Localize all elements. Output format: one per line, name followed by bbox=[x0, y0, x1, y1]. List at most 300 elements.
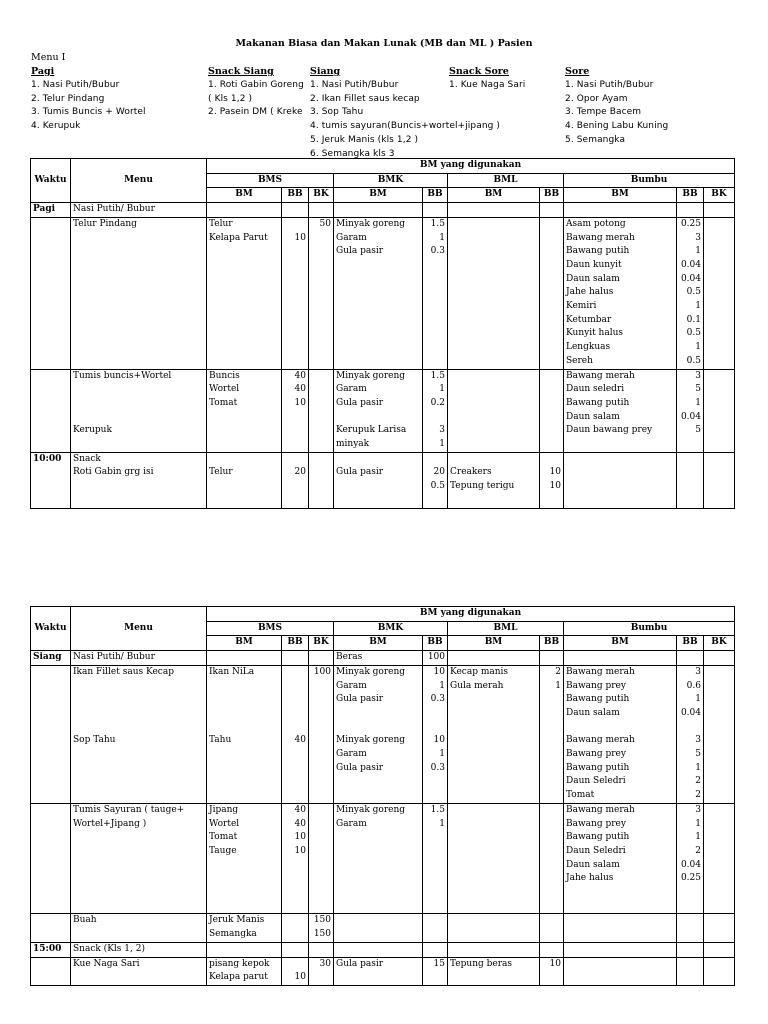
bml-bm-cell bbox=[448, 872, 540, 886]
menu-col-sore bbox=[565, 65, 668, 148]
bms-bb-cell: 40 bbox=[282, 369, 309, 383]
bml-bb-cell bbox=[540, 355, 564, 369]
bms-bb-cell: 10 bbox=[282, 845, 309, 859]
bms-bb-cell: 10 bbox=[282, 232, 309, 246]
table-row bbox=[31, 494, 735, 508]
menu-col-heading: Siang bbox=[310, 66, 341, 77]
bml-bb-cell bbox=[540, 327, 564, 341]
bms-bm-cell: Telur bbox=[207, 217, 282, 231]
menu-cell bbox=[71, 928, 207, 942]
menu-cell bbox=[71, 748, 207, 762]
bumbu-bm-cell: Kunyit halus bbox=[564, 327, 677, 341]
bumbu-bm-cell bbox=[564, 480, 677, 494]
bml-bm-cell bbox=[448, 914, 540, 928]
bms-bm-cell bbox=[207, 203, 282, 218]
bml-bb-cell: 10 bbox=[540, 480, 564, 494]
header-bml: BML bbox=[448, 173, 564, 188]
bumbu-bm-cell: Daun salam bbox=[564, 707, 677, 721]
bmk-bm-cell bbox=[334, 942, 423, 957]
menu-cell bbox=[71, 707, 207, 721]
menu-cell bbox=[71, 845, 207, 859]
bms-bm-cell: Jeruk Manis bbox=[207, 914, 282, 928]
bmk-bb-cell bbox=[423, 452, 448, 466]
header-bk: BK bbox=[309, 188, 334, 203]
bms-bb-cell bbox=[282, 355, 309, 369]
bumbu-bk-cell bbox=[704, 831, 735, 845]
bml-bb-cell bbox=[540, 971, 564, 985]
bumbu-bk-cell bbox=[704, 734, 735, 748]
bmk-bm-cell: Beras bbox=[334, 651, 423, 666]
bmk-bm-cell: Gula pasir bbox=[334, 397, 423, 411]
bml-bm-cell bbox=[448, 734, 540, 748]
bml-bb-cell bbox=[540, 748, 564, 762]
bmk-bb-cell bbox=[423, 203, 448, 218]
bml-bm-cell bbox=[448, 438, 540, 452]
bumbu-bb-cell bbox=[677, 452, 704, 466]
waktu-cell bbox=[31, 680, 71, 694]
bml-bb-cell bbox=[540, 383, 564, 397]
bml-bb-cell bbox=[540, 775, 564, 789]
bumbu-bb-cell: 0.1 bbox=[677, 314, 704, 328]
menu-item: 6. Semangka kls 3 bbox=[310, 148, 395, 159]
bumbu-bm-cell bbox=[564, 971, 677, 985]
bms-bb-cell bbox=[282, 707, 309, 721]
bml-bm-cell bbox=[448, 789, 540, 803]
bumbu-bk-cell bbox=[704, 818, 735, 832]
bumbu-bm-cell bbox=[564, 466, 677, 480]
menu-label: Menu I bbox=[31, 52, 66, 63]
table-row bbox=[31, 245, 735, 259]
menu-cell bbox=[71, 314, 207, 328]
bmk-bm-cell: Garam bbox=[334, 680, 423, 694]
bml-bb-cell bbox=[540, 245, 564, 259]
bumbu-bk-cell bbox=[704, 957, 735, 971]
header-bumbu: Bumbu bbox=[564, 173, 735, 188]
table-row bbox=[31, 314, 735, 328]
header-bms: BMS bbox=[207, 173, 334, 188]
bms-bb-cell bbox=[282, 286, 309, 300]
bumbu-bm-cell: Jahe halus bbox=[564, 872, 677, 886]
bumbu-bb-cell bbox=[677, 900, 704, 914]
waktu-cell bbox=[31, 245, 71, 259]
bms-bk-cell bbox=[309, 383, 334, 397]
bumbu-bm-cell: Daun kunyit bbox=[564, 259, 677, 273]
table-row bbox=[31, 411, 735, 425]
bumbu-bk-cell bbox=[704, 245, 735, 259]
menu-cell bbox=[71, 859, 207, 873]
bmk-bb-cell: 0.2 bbox=[423, 397, 448, 411]
waktu-cell bbox=[31, 355, 71, 369]
bmk-bb-cell bbox=[423, 872, 448, 886]
header-bml: BML bbox=[448, 621, 564, 636]
waktu-cell bbox=[31, 438, 71, 452]
menu-cell bbox=[71, 245, 207, 259]
bml-bm-cell bbox=[448, 452, 540, 466]
ingredient-table-pagi bbox=[30, 158, 735, 509]
bms-bm-cell bbox=[207, 942, 282, 957]
bms-bk-cell bbox=[309, 734, 334, 748]
bms-bb-cell bbox=[282, 942, 309, 957]
bms-bb-cell bbox=[282, 300, 309, 314]
waktu-cell bbox=[31, 971, 71, 985]
bms-bb-cell bbox=[282, 327, 309, 341]
bms-bb-cell bbox=[282, 341, 309, 355]
waktu-cell: Pagi bbox=[31, 203, 71, 218]
bml-bb-cell bbox=[540, 845, 564, 859]
bms-bb-cell bbox=[282, 314, 309, 328]
bmk-bb-cell bbox=[423, 411, 448, 425]
menu-item: 3. Tumis Buncis + Wortel bbox=[31, 107, 146, 118]
bumbu-bb-cell: 0.04 bbox=[677, 411, 704, 425]
bmk-bb-cell: 1 bbox=[423, 680, 448, 694]
bml-bm-cell bbox=[448, 383, 540, 397]
bms-bm-cell bbox=[207, 300, 282, 314]
bumbu-bm-cell: Bawang putih bbox=[564, 693, 677, 707]
bml-bm-cell bbox=[448, 259, 540, 273]
menu-cell bbox=[71, 900, 207, 914]
table-row bbox=[31, 775, 735, 789]
bumbu-bb-cell: 5 bbox=[677, 748, 704, 762]
bmk-bm-cell bbox=[334, 452, 423, 466]
bms-bm-cell bbox=[207, 721, 282, 735]
bms-bb-cell bbox=[282, 859, 309, 873]
bumbu-bb-cell: 2 bbox=[677, 789, 704, 803]
bms-bm-cell bbox=[207, 286, 282, 300]
table-row bbox=[31, 693, 735, 707]
bumbu-bb-cell: 0.04 bbox=[677, 259, 704, 273]
bmk-bm-cell: Minyak goreng bbox=[334, 734, 423, 748]
menu-cell bbox=[71, 480, 207, 494]
bms-bk-cell bbox=[309, 273, 334, 287]
bumbu-bk-cell bbox=[704, 217, 735, 231]
bumbu-bm-cell bbox=[564, 886, 677, 900]
bmk-bb-cell: 0.3 bbox=[423, 245, 448, 259]
bumbu-bm-cell bbox=[564, 203, 677, 218]
bml-bm-cell bbox=[448, 341, 540, 355]
waktu-cell bbox=[31, 327, 71, 341]
bml-bb-cell: 10 bbox=[540, 466, 564, 480]
bmk-bm-cell: Minyak goreng bbox=[334, 217, 423, 231]
bms-bb-cell bbox=[282, 900, 309, 914]
bml-bb-cell: 2 bbox=[540, 665, 564, 679]
table-row bbox=[31, 273, 735, 287]
bms-bm-cell bbox=[207, 245, 282, 259]
bms-bb-cell: 20 bbox=[282, 466, 309, 480]
bml-bb-cell bbox=[540, 803, 564, 817]
bms-bk-cell bbox=[309, 480, 334, 494]
header-bb: BB bbox=[282, 188, 309, 203]
bms-bm-cell bbox=[207, 438, 282, 452]
bumbu-bb-cell: 0.25 bbox=[677, 872, 704, 886]
bml-bm-cell: Creakers bbox=[448, 466, 540, 480]
bms-bk-cell bbox=[309, 355, 334, 369]
menu-cell: Tumis buncis+Wortel bbox=[71, 369, 207, 383]
bml-bm-cell bbox=[448, 217, 540, 231]
bmk-bb-cell bbox=[423, 707, 448, 721]
bumbu-bb-cell: 2 bbox=[677, 775, 704, 789]
bml-bm-cell bbox=[448, 859, 540, 873]
bms-bb-cell bbox=[282, 438, 309, 452]
bms-bk-cell bbox=[309, 775, 334, 789]
bumbu-bk-cell bbox=[704, 355, 735, 369]
bmk-bb-cell bbox=[423, 341, 448, 355]
bms-bb-cell bbox=[282, 748, 309, 762]
bms-bm-cell bbox=[207, 411, 282, 425]
bmk-bb-cell bbox=[423, 900, 448, 914]
bmk-bb-cell bbox=[423, 886, 448, 900]
waktu-cell bbox=[31, 286, 71, 300]
bmk-bb-cell bbox=[423, 789, 448, 803]
bms-bk-cell bbox=[309, 762, 334, 776]
bumbu-bb-cell: 0.04 bbox=[677, 859, 704, 873]
bmk-bm-cell bbox=[334, 494, 423, 508]
waktu-cell bbox=[31, 383, 71, 397]
header-bb: BB bbox=[677, 636, 704, 651]
table-row bbox=[31, 217, 735, 231]
bumbu-bm-cell bbox=[564, 452, 677, 466]
table-row bbox=[31, 259, 735, 273]
waktu-cell bbox=[31, 494, 71, 508]
waktu-cell bbox=[31, 341, 71, 355]
menu-cell: Kue Naga Sari bbox=[71, 957, 207, 971]
header-bm-used: BM yang digunakan bbox=[207, 159, 735, 174]
bms-bb-cell: 40 bbox=[282, 803, 309, 817]
bumbu-bb-cell bbox=[677, 651, 704, 666]
waktu-cell bbox=[31, 466, 71, 480]
bms-bb-cell bbox=[282, 914, 309, 928]
bms-bb-cell bbox=[282, 203, 309, 218]
bumbu-bm-cell bbox=[564, 914, 677, 928]
header-bk: BK bbox=[704, 188, 735, 203]
menu-cell: Snack (Kls 1, 2) bbox=[71, 942, 207, 957]
bms-bm-cell bbox=[207, 886, 282, 900]
table-row bbox=[31, 803, 735, 817]
bumbu-bm-cell bbox=[564, 928, 677, 942]
bumbu-bb-cell bbox=[677, 957, 704, 971]
menu-item: 2. Pasein DM ( Kreke bbox=[208, 107, 303, 118]
bumbu-bm-cell: Daun bawang prey bbox=[564, 424, 677, 438]
bms-bb-cell bbox=[282, 886, 309, 900]
menu-col-heading: Snack Siang bbox=[208, 66, 274, 77]
bumbu-bm-cell: Lengkuas bbox=[564, 341, 677, 355]
menu-cell: Telur Pindang bbox=[71, 217, 207, 231]
bmk-bb-cell bbox=[423, 259, 448, 273]
bmk-bb-cell bbox=[423, 721, 448, 735]
table-row bbox=[31, 341, 735, 355]
menu-cell bbox=[71, 300, 207, 314]
bms-bm-cell bbox=[207, 355, 282, 369]
bmk-bm-cell bbox=[334, 914, 423, 928]
bms-bb-cell bbox=[282, 872, 309, 886]
bms-bk-cell bbox=[309, 693, 334, 707]
bml-bb-cell bbox=[540, 942, 564, 957]
bumbu-bb-cell: 0.25 bbox=[677, 217, 704, 231]
bms-bm-cell bbox=[207, 859, 282, 873]
header-bk: BK bbox=[704, 636, 735, 651]
bms-bm-cell bbox=[207, 775, 282, 789]
menu-item: ( Kls 1,2 ) bbox=[208, 93, 253, 104]
bmk-bb-cell: 20 bbox=[423, 466, 448, 480]
bumbu-bm-cell: Bawang putih bbox=[564, 831, 677, 845]
header-bb: BB bbox=[282, 636, 309, 651]
menu-cell bbox=[71, 327, 207, 341]
bumbu-bk-cell bbox=[704, 232, 735, 246]
bumbu-bk-cell bbox=[704, 914, 735, 928]
header-bumbu: Bumbu bbox=[564, 621, 735, 636]
bms-bm-cell bbox=[207, 748, 282, 762]
bmk-bm-cell bbox=[334, 928, 423, 942]
bml-bb-cell bbox=[540, 693, 564, 707]
bumbu-bm-cell: Bawang putih bbox=[564, 245, 677, 259]
bumbu-bb-cell bbox=[677, 494, 704, 508]
ingredient-table-siang bbox=[30, 606, 735, 986]
menu-cell bbox=[71, 383, 207, 397]
bmk-bb-cell: 1.5 bbox=[423, 217, 448, 231]
bms-bk-cell bbox=[309, 424, 334, 438]
bmk-bb-cell bbox=[423, 845, 448, 859]
menu-cell: Ikan Fillet saus Kecap bbox=[71, 665, 207, 679]
table-row bbox=[31, 872, 735, 886]
bumbu-bk-cell bbox=[704, 383, 735, 397]
menu-item: 3. Tempe Bacem bbox=[565, 107, 642, 118]
bumbu-bk-cell bbox=[704, 203, 735, 218]
bms-bk-cell bbox=[309, 651, 334, 666]
header-bm: BM bbox=[564, 188, 677, 203]
header-waktu: Waktu bbox=[31, 159, 71, 203]
menu-col-heading: Pagi bbox=[31, 66, 55, 77]
menu-cell: Wortel+Jipang ) bbox=[71, 818, 207, 832]
menu-cell bbox=[71, 494, 207, 508]
bms-bk-cell bbox=[309, 411, 334, 425]
bms-bb-cell bbox=[282, 217, 309, 231]
bumbu-bk-cell bbox=[704, 466, 735, 480]
bml-bm-cell bbox=[448, 748, 540, 762]
bml-bb-cell bbox=[540, 494, 564, 508]
bmk-bm-cell bbox=[334, 327, 423, 341]
menu-cell bbox=[71, 273, 207, 287]
menu-item: 1. Nasi Putih/Bubur bbox=[31, 79, 120, 90]
waktu-cell bbox=[31, 886, 71, 900]
bml-bm-cell bbox=[448, 762, 540, 776]
bml-bb-cell bbox=[540, 734, 564, 748]
bumbu-bm-cell: Asam potong bbox=[564, 217, 677, 231]
waktu-cell bbox=[31, 217, 71, 231]
bmk-bm-cell: Garam bbox=[334, 232, 423, 246]
menu-item: 2. Ikan Fillet saus kecap bbox=[310, 93, 420, 104]
waktu-cell bbox=[31, 872, 71, 886]
bms-bm-cell bbox=[207, 693, 282, 707]
bumbu-bm-cell bbox=[564, 900, 677, 914]
bms-bk-cell bbox=[309, 831, 334, 845]
menu-cell: Buah bbox=[71, 914, 207, 928]
bumbu-bm-cell: Tomat bbox=[564, 789, 677, 803]
bml-bb-cell bbox=[540, 928, 564, 942]
bumbu-bm-cell: Bawang merah bbox=[564, 734, 677, 748]
table-row bbox=[31, 971, 735, 985]
bms-bk-cell bbox=[309, 327, 334, 341]
table-row bbox=[31, 424, 735, 438]
table-row bbox=[31, 818, 735, 832]
menu-cell bbox=[71, 232, 207, 246]
table-row bbox=[31, 665, 735, 679]
bmk-bm-cell bbox=[334, 859, 423, 873]
bmk-bm-cell: Gula pasir bbox=[334, 957, 423, 971]
waktu-cell bbox=[31, 707, 71, 721]
bml-bm-cell: Tepung terigu bbox=[448, 480, 540, 494]
bumbu-bb-cell bbox=[677, 438, 704, 452]
bmk-bm-cell bbox=[334, 707, 423, 721]
bms-bk-cell bbox=[309, 452, 334, 466]
bmk-bb-cell bbox=[423, 300, 448, 314]
header-bb: BB bbox=[540, 188, 564, 203]
waktu-cell bbox=[31, 480, 71, 494]
bumbu-bk-cell bbox=[704, 971, 735, 985]
bumbu-bb-cell: 3 bbox=[677, 369, 704, 383]
bml-bm-cell bbox=[448, 651, 540, 666]
table-row bbox=[31, 355, 735, 369]
bml-bm-cell: Tepung beras bbox=[448, 957, 540, 971]
waktu-cell bbox=[31, 734, 71, 748]
table-row bbox=[31, 900, 735, 914]
bmk-bm-cell bbox=[334, 789, 423, 803]
menu-cell bbox=[71, 411, 207, 425]
bms-bb-cell bbox=[282, 651, 309, 666]
bmk-bb-cell: 1 bbox=[423, 748, 448, 762]
bmk-bm-cell bbox=[334, 971, 423, 985]
page-title: Makanan Biasa dan Makan Lunak (MB dan ML ) Pasien bbox=[235, 38, 533, 49]
bmk-bm-cell: Gula pasir bbox=[334, 245, 423, 259]
table-row bbox=[31, 845, 735, 859]
waktu-cell bbox=[31, 900, 71, 914]
menu-cell: Tumis Sayuran ( tauge+ bbox=[71, 803, 207, 817]
bml-bm-cell bbox=[448, 369, 540, 383]
menu-cell bbox=[71, 831, 207, 845]
bms-bm-cell bbox=[207, 259, 282, 273]
waktu-cell bbox=[31, 273, 71, 287]
bumbu-bk-cell bbox=[704, 286, 735, 300]
bms-bk-cell bbox=[309, 438, 334, 452]
bumbu-bb-cell: 1 bbox=[677, 300, 704, 314]
bml-bm-cell bbox=[448, 775, 540, 789]
bml-bb-cell bbox=[540, 397, 564, 411]
bml-bb-cell bbox=[540, 707, 564, 721]
waktu-cell bbox=[31, 928, 71, 942]
bml-bb-cell bbox=[540, 273, 564, 287]
bumbu-bm-cell: Bawang putih bbox=[564, 762, 677, 776]
bmk-bb-cell: 3 bbox=[423, 424, 448, 438]
bml-bb-cell bbox=[540, 831, 564, 845]
bml-bb-cell bbox=[540, 217, 564, 231]
waktu-cell bbox=[31, 818, 71, 832]
waktu-cell bbox=[31, 831, 71, 845]
bmk-bb-cell: 1 bbox=[423, 818, 448, 832]
table-row bbox=[31, 831, 735, 845]
bumbu-bm-cell: Bawang merah bbox=[564, 803, 677, 817]
bmk-bb-cell bbox=[423, 942, 448, 957]
bms-bb-cell bbox=[282, 452, 309, 466]
bumbu-bb-cell bbox=[677, 928, 704, 942]
bml-bb-cell bbox=[540, 721, 564, 735]
bumbu-bk-cell bbox=[704, 397, 735, 411]
bml-bm-cell bbox=[448, 411, 540, 425]
menu-cell bbox=[71, 680, 207, 694]
bumbu-bk-cell bbox=[704, 859, 735, 873]
bumbu-bk-cell bbox=[704, 259, 735, 273]
menu-item: 1. Kue Naga Sari bbox=[449, 79, 526, 90]
bmk-bm-cell: Gula pasir bbox=[334, 693, 423, 707]
bml-bb-cell bbox=[540, 789, 564, 803]
bumbu-bk-cell bbox=[704, 314, 735, 328]
